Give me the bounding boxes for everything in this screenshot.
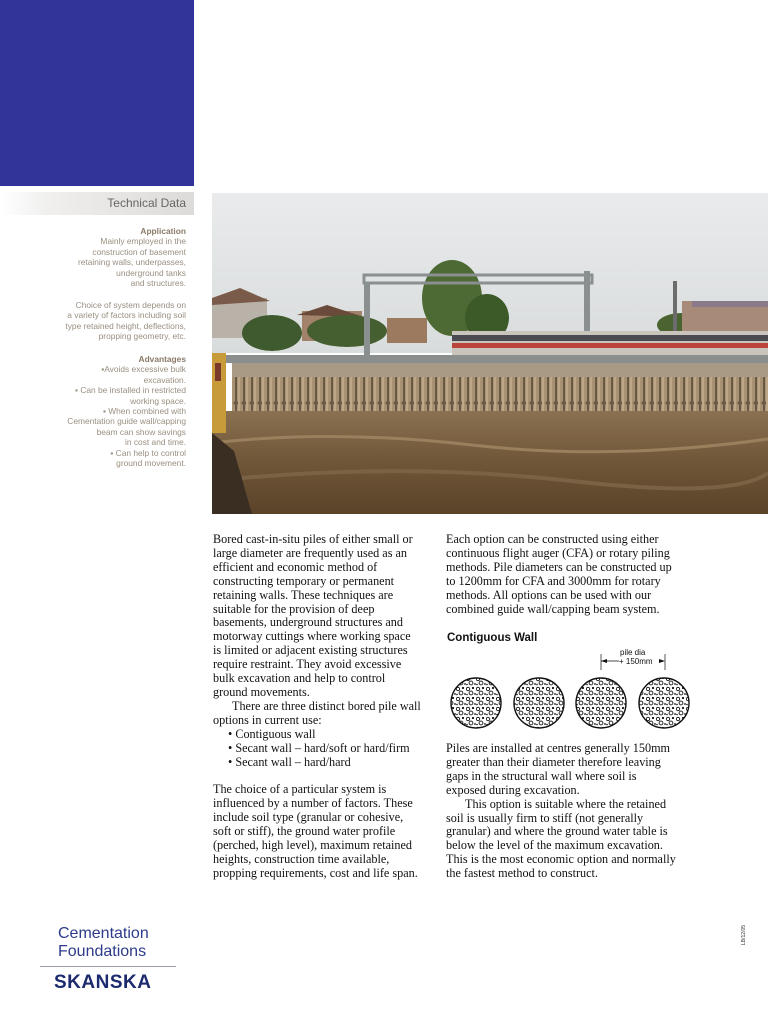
body-line: There are three distinct bored pile wall — [232, 698, 421, 713]
sidebar-choice — [40, 300, 186, 342]
title-line: Bored Pile — [670, 39, 752, 59]
body-line: (perched, high level), maximum retained — [213, 837, 412, 852]
body-line: constructing temporary or permanent — [213, 573, 395, 588]
sidebar-line: retaining walls, underpasses, — [77, 257, 186, 268]
advantages-heading: Advantages — [138, 354, 186, 364]
bullet-item: • Contiguous wall — [228, 726, 316, 741]
title-line: Retaining — [677, 61, 752, 82]
body-line: retaining walls. These techniques are — [213, 587, 394, 602]
sidebar-line: excavation. — [143, 374, 186, 385]
body-line: methods. All options can be used with our — [446, 587, 652, 602]
sidebar-line: beam can show savings — [96, 426, 186, 437]
document-code: LB/12/05 — [741, 924, 747, 945]
chimney — [673, 281, 677, 336]
body-column-2b — [446, 742, 676, 881]
company-name-line: Foundations — [58, 943, 147, 960]
body-line: Each option can be constructed using either — [446, 532, 659, 546]
sidebar-line: Choice of system depends on — [75, 300, 186, 310]
sidebar-line: type retained height, deflections, — [65, 320, 186, 331]
sidebar-line: ▪ Can help to control — [110, 447, 186, 458]
house — [387, 318, 427, 343]
sidebar-line: and structures. — [130, 278, 186, 289]
body-line: large diameter are frequently used as an — [213, 545, 408, 560]
sidebar-line: underground tanks — [116, 267, 186, 278]
sidebar-line: ground movement. — [116, 458, 186, 469]
body-line: include soil type (granular or cohesive, — [213, 810, 404, 825]
application-heading: Application — [140, 226, 186, 236]
body-line: require restraint. They avoid excessive — [213, 657, 402, 672]
body-line: to 1200mm for CFA and 3000mm for rotary — [446, 573, 661, 588]
company-name-line: Cementation — [58, 925, 149, 942]
body-line: heights, construction time available, — [213, 851, 390, 866]
body-line: motorway cuttings where working space — [213, 629, 411, 644]
body-line: This option is suitable where the retained — [465, 796, 667, 811]
pile-section — [639, 678, 689, 728]
body-line: The choice of a particular system is — [213, 782, 387, 797]
building — [692, 301, 768, 307]
site-photo — [212, 193, 768, 514]
body-line: methods. Pile diameters can be constructed up — [446, 559, 672, 574]
body-line: the fastest method to construct. — [446, 866, 598, 881]
pile-section — [576, 678, 626, 728]
body-line: combined guide wall/capping beam system. — [446, 601, 660, 616]
body-line: exposed during excavation. — [446, 782, 580, 797]
page-title — [671, 38, 752, 106]
body-line: options in current use: — [213, 712, 322, 727]
sidebar-line: working space. — [130, 395, 186, 406]
sidebar-line: Mainly employed in the — [100, 236, 186, 247]
body-line: efficient and economic method of — [213, 559, 378, 574]
body-line: influenced by a number of factors. These — [213, 796, 413, 811]
sidebar-application — [40, 226, 186, 288]
tree — [242, 315, 302, 351]
sidebar-advantages — [40, 354, 186, 468]
sidebar-line: propping geometry, etc. — [98, 331, 186, 342]
tree — [307, 315, 387, 347]
contiguous-wall-diagram — [446, 646, 696, 736]
body-line: below the level of the maximum excavation. — [446, 838, 663, 853]
body-column-2a — [446, 533, 672, 616]
sidebar-line: in cost and time. — [125, 437, 186, 448]
company-logo — [58, 925, 149, 961]
body-line: continuous flight auger (CFA) or rotary piling — [446, 545, 670, 560]
capping-beam — [232, 363, 768, 377]
bullet-item: • Secant wall – hard/soft or hard/firm — [228, 740, 410, 755]
body-line: soft or stiff), the ground water profile — [213, 824, 396, 839]
sidebar-line: Cementation guide wall/capping — [67, 416, 186, 427]
bullet-item: • Secant wall – hard/hard — [228, 754, 351, 769]
body-line: ground movements. — [213, 684, 310, 699]
body-line: propping requirements, cost and life span. — [213, 865, 418, 880]
pile-section — [451, 678, 501, 728]
body-line: is limited or adjacent existing structures — [213, 643, 408, 658]
body-line: soil is usually firm to stiff (not generally — [446, 810, 644, 825]
pile-dia-label: pile dia — [620, 648, 646, 657]
gantry-post — [364, 283, 370, 361]
body-column-1 — [213, 533, 421, 881]
body-line: Piles are installed at centres generally 150mm — [446, 741, 671, 755]
skanska-logo: SKANSKA — [54, 972, 152, 993]
pile-gap-label: + 150mm — [619, 657, 653, 666]
sidebar-line: ▪ When combined with — [102, 406, 186, 417]
body-line: Bored cast-in-situ piles of either small or — [213, 532, 413, 546]
body-line: gaps in the structural wall where soil is — [446, 768, 637, 783]
body-line: greater than their diameter therefore leaving — [446, 754, 661, 769]
pile-section — [514, 678, 564, 728]
body-line: bulk excavation and help to control — [213, 671, 386, 686]
body-line: This is the most economic option and normally — [446, 852, 676, 867]
pile-wall — [232, 377, 768, 413]
body-line: granular) and where the ground water table is — [446, 824, 668, 839]
train-windows — [452, 335, 768, 341]
logo-divider — [40, 966, 176, 967]
section-label-bar — [0, 192, 194, 215]
train-stripe — [452, 343, 768, 348]
sidebar-line: a variety of factors including soil — [67, 310, 186, 321]
fence — [212, 355, 768, 363]
sidebar-line: ▪ Can be installed in restricted — [75, 385, 186, 396]
contiguous-wall-heading: Contiguous Wall — [447, 632, 538, 644]
body-line: suitable for the provision of deep — [213, 601, 375, 616]
title-line: Walls — [709, 84, 752, 104]
sidebar-line: construction of basement — [92, 246, 186, 257]
body-line: basements, underground structures and — [213, 615, 403, 630]
excavation-ground — [212, 411, 768, 514]
sidebar-line: ▪Avoids excessive bulk — [101, 364, 186, 375]
section-label: Technical Data — [107, 196, 186, 210]
title-panel — [0, 0, 194, 186]
